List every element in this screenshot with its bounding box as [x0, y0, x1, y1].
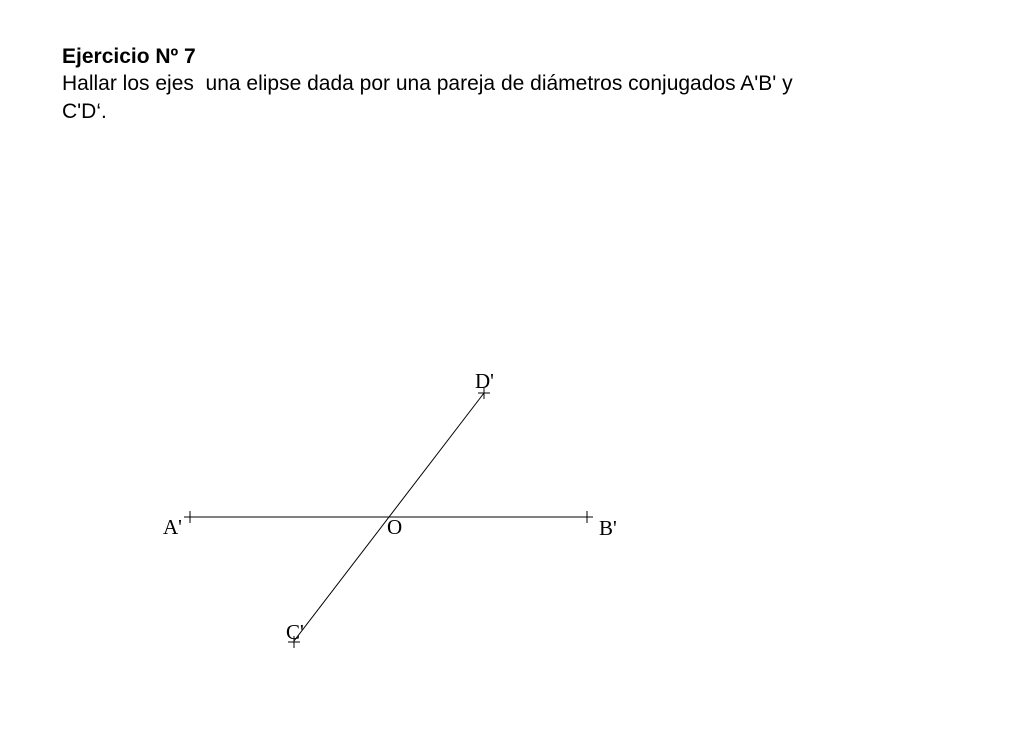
exercise-title: Ejercicio Nº 7 — [62, 45, 196, 68]
exercise-statement-line-2: C'D‘. — [62, 100, 107, 123]
exercise-statement-line-1: Hallar los ejes una elipse dada por una pareja de diámetros conjugados A'B' y — [62, 72, 793, 95]
label-b-prime: B' — [599, 516, 617, 540]
tick-b — [581, 511, 593, 523]
label-a-prime: A' — [163, 515, 182, 539]
tick-a — [184, 511, 196, 523]
label-center-o: O — [387, 515, 403, 539]
label-d-prime: D' — [475, 369, 494, 393]
label-c-prime: C' — [286, 620, 304, 644]
